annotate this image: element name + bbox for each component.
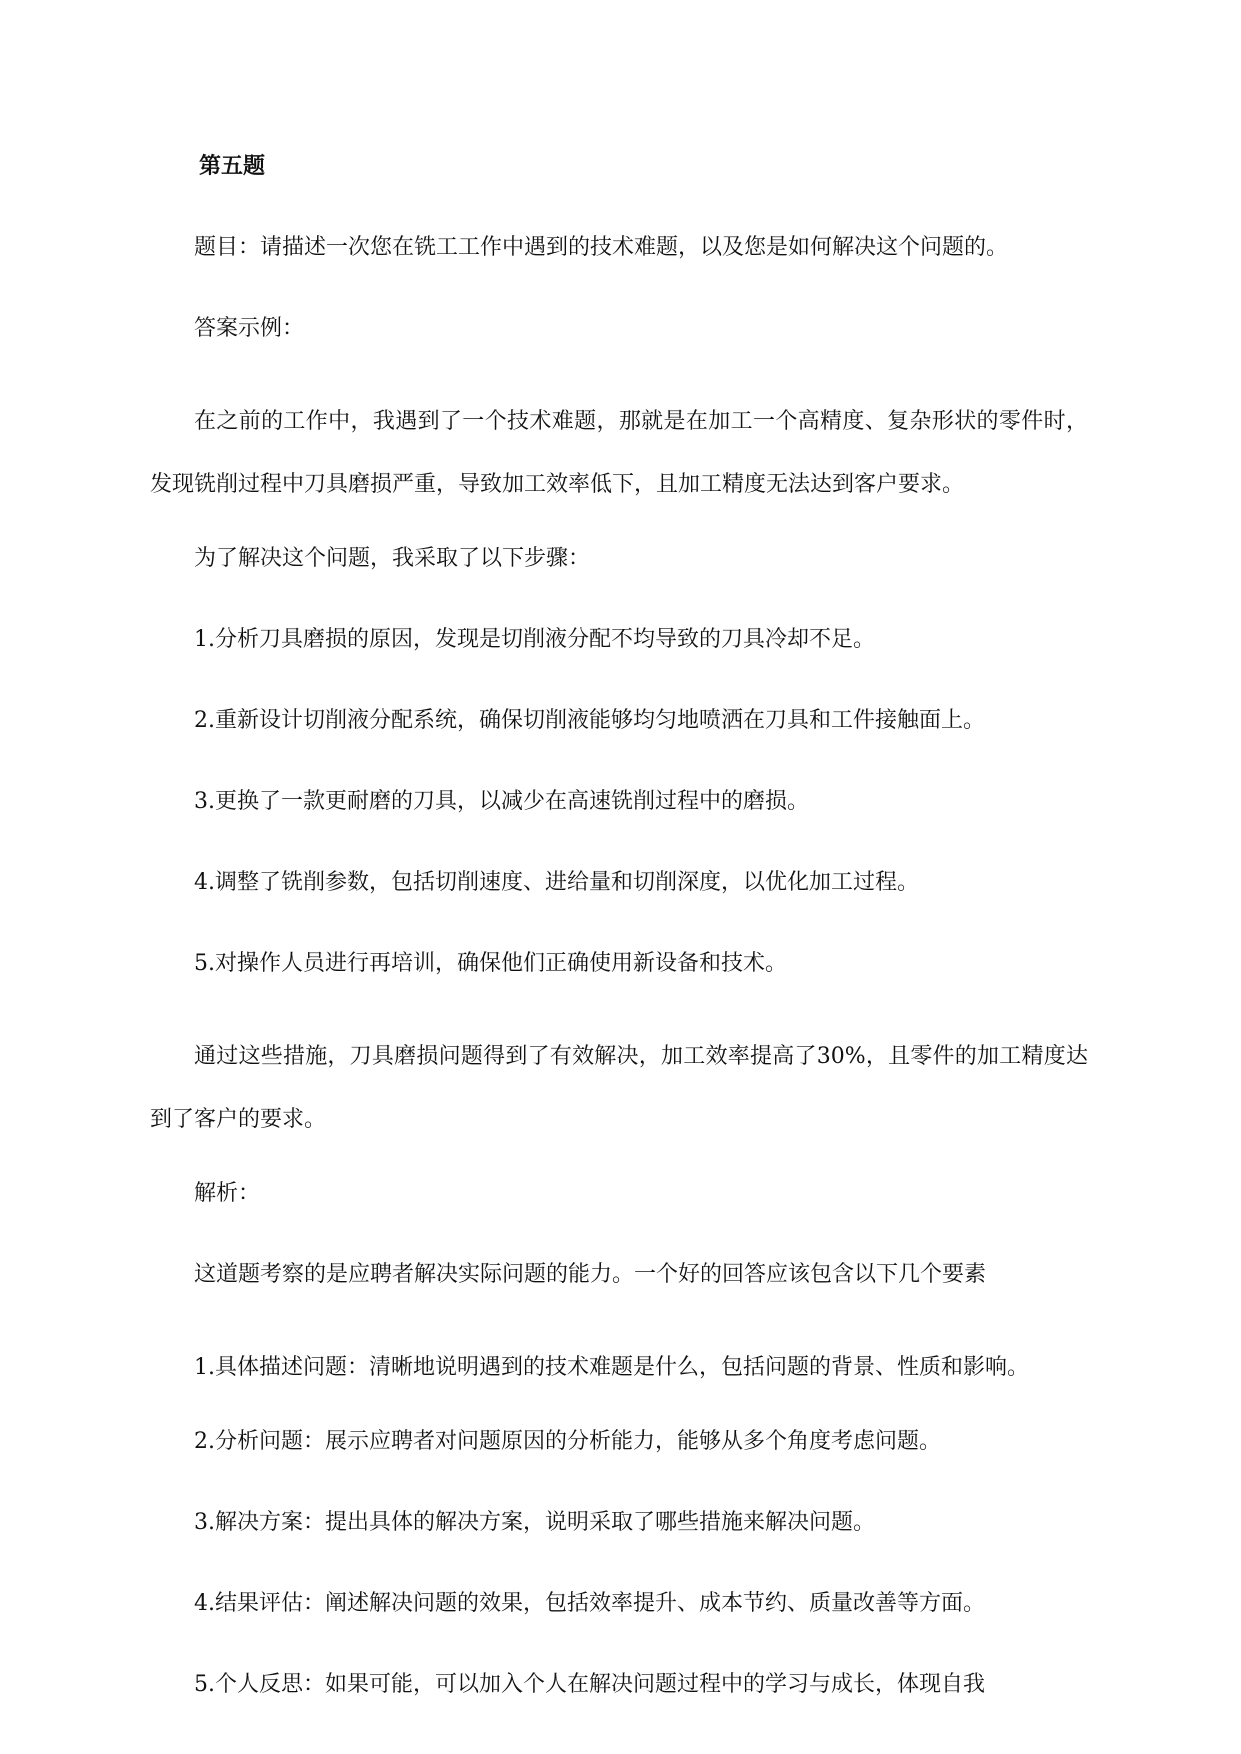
result-paragraph: 通过这些措施，刀具磨损问题得到了有效解决，加工效率提高了30%，且零件的加工精度达到了客户的要求。 <box>150 1044 1088 1132</box>
question-prompt: 题目：请描述一次您在铣工工作中遇到的技术难题，以及您是如何解决这个问题的。 <box>194 235 1009 260</box>
step-item-3: 3.更换了一款更耐磨的刀具，以减少在高速铣削过程中的磨损。 <box>194 789 809 814</box>
step-item-4: 4.调整了铣削参数，包括切削速度、进给量和切削深度，以优化加工过程。 <box>194 870 919 895</box>
analysis-item-3: 3.解决方案：提出具体的解决方案，说明采取了哪些措施来解决问题。 <box>194 1510 875 1535</box>
analysis-item-5: 5.个人反思：如果可能，可以加入个人在解决问题过程中的学习与成长，体现自我 <box>194 1672 985 1697</box>
document-body <box>150 147 1088 1746</box>
step-item-5: 5.对操作人员进行再培训，确保他们正确使用新设备和技术。 <box>194 951 787 976</box>
step-item-2: 2.重新设计切削液分配系统，确保切削液能够均匀地喷洒在刀具和工件接触面上。 <box>194 708 985 733</box>
analysis-item-4: 4.结果评估：阐述解决问题的效果，包括效率提升、成本节约、质量改善等方面。 <box>194 1591 985 1616</box>
answer-example-label: 答案示例： <box>194 316 305 341</box>
analysis-item-2: 2.分析问题：展示应聘者对问题原因的分析能力，能够从多个角度考虑问题。 <box>194 1429 941 1454</box>
analysis-label: 解析： <box>194 1181 261 1206</box>
steps-intro: 为了解决这个问题，我采取了以下步骤： <box>194 546 591 571</box>
step-item-1: 1.分析刀具磨损的原因，发现是切削液分配不均导致的刀具冷却不足。 <box>194 627 875 652</box>
analysis-item-1: 1.具体描述问题：清晰地说明遇到的技术难题是什么，包括问题的背景、性质和影响。 <box>194 1355 1029 1380</box>
answer-intro-paragraph: 在之前的工作中，我遇到了一个技术难题，那就是在加工一个高精度、复杂形状的零件时，发现铣削过程中刀具磨损严重，导致加工效率低下，且加工精度无法达到客户要求。 <box>150 409 1088 497</box>
analysis-intro: 这道题考察的是应聘者解决实际问题的能力。一个好的回答应该包含以下几个要素 <box>194 1262 987 1287</box>
question-heading: 第五题 <box>199 154 266 179</box>
